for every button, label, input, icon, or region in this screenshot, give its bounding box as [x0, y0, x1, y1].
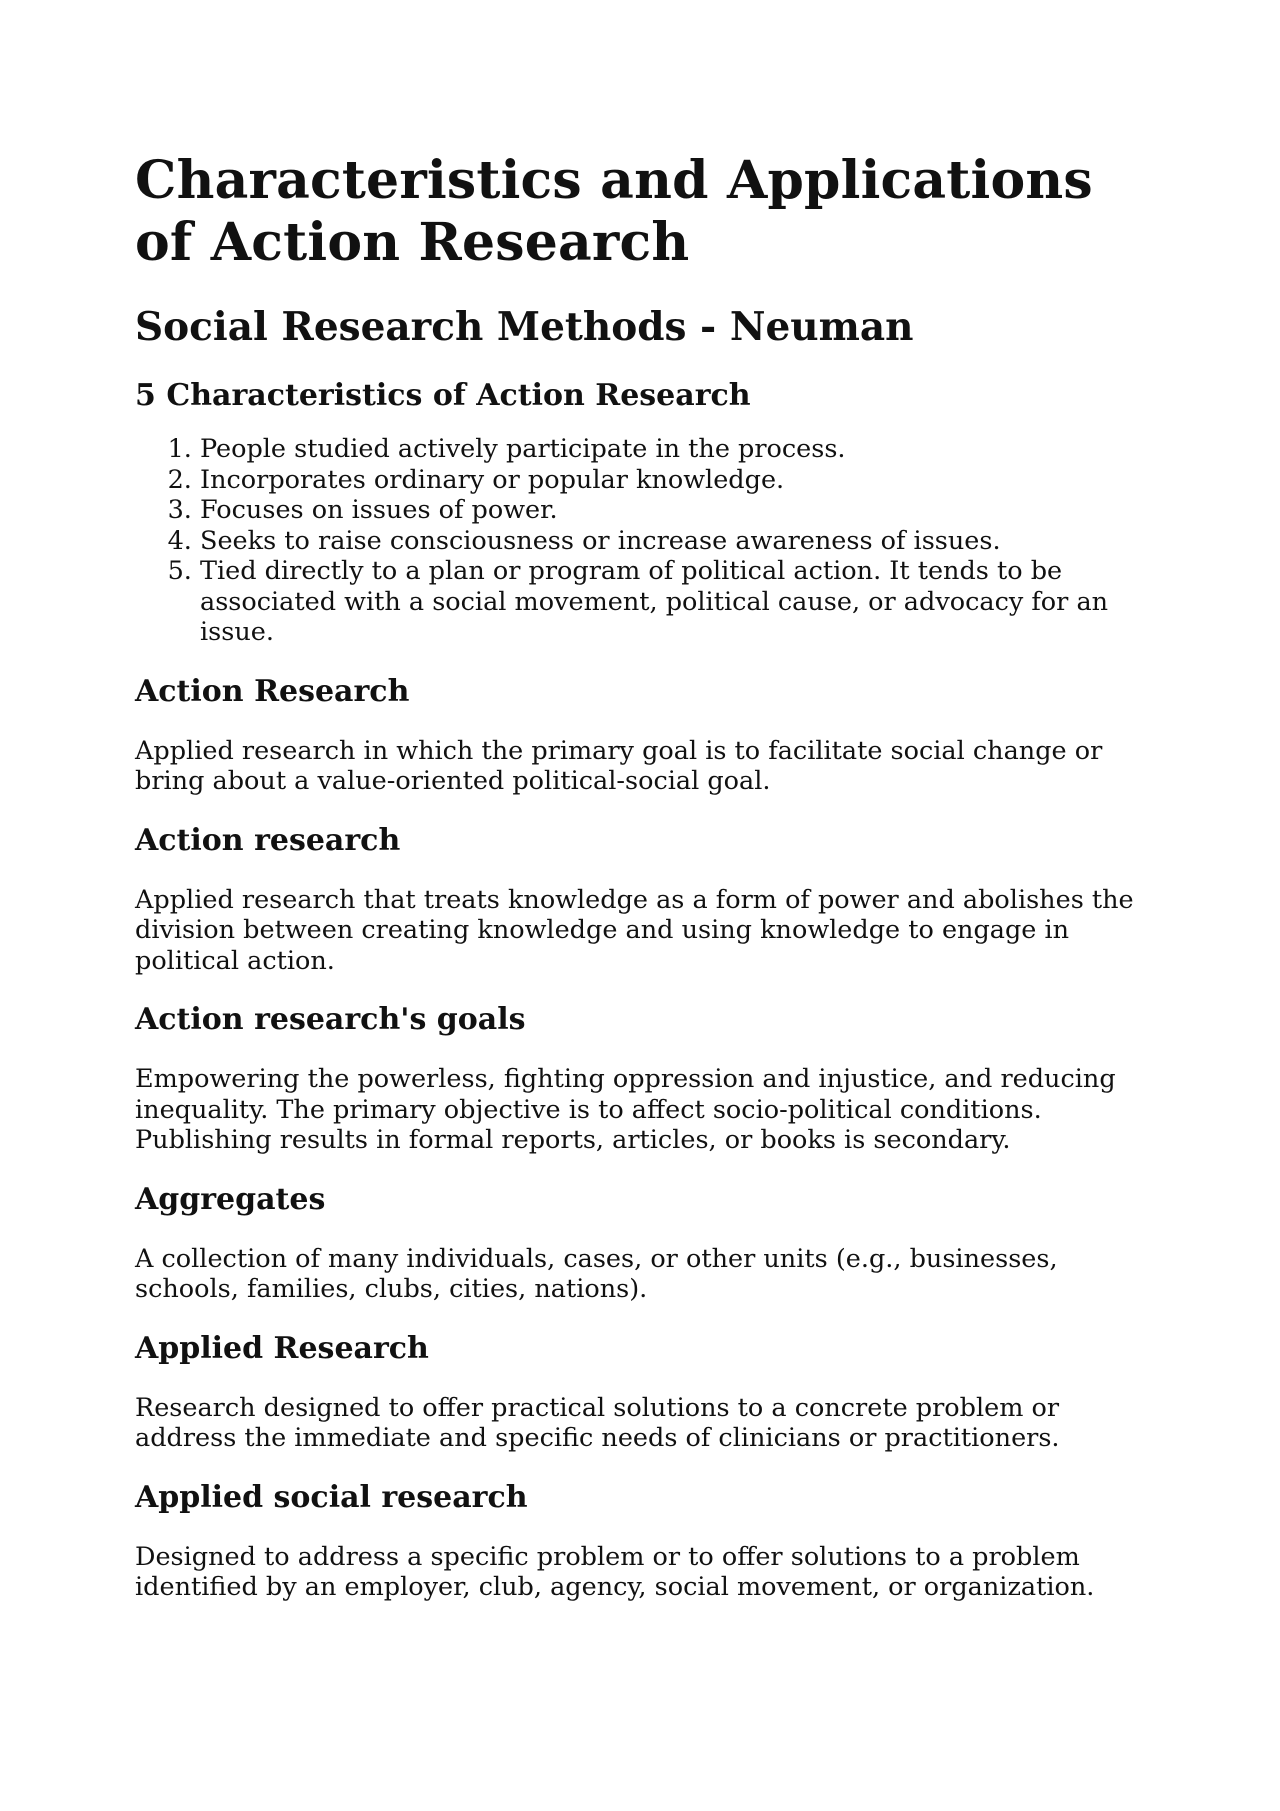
- term-section: [135, 823, 1155, 977]
- document-subtitle: Social Research Methods - Neuman: [135, 304, 914, 350]
- list-item: 5. Tied directly to a plan or program of political action. It tends to be associated with a social movement, political cause, or advocacy for an issue.: [200, 556, 1155, 648]
- term-heading: Applied Research: [135, 1330, 429, 1366]
- list-item: 3. Focuses on issues of power.: [200, 495, 1155, 526]
- term-section: [135, 1331, 1155, 1454]
- term-definition: Empowering the powerless, fighting oppression and injustice, and reducing inequality. The primary objective is to affect socio-political conditions. Publishing results in formal reports, articles, or books is secondary.: [135, 1064, 1116, 1155]
- term-definition: A collection of many individuals, cases, or other units (e.g., businesses, schools, families, clubs, cities, nations).: [135, 1243, 1058, 1304]
- characteristics-list: [135, 434, 1155, 648]
- term-definition: Applied research that treats knowledge as a form of power and abolishes the division between creating knowledge and using knowledge to engage in political action.: [135, 884, 1134, 976]
- term-section: [135, 1002, 1155, 1156]
- term-section: [135, 1182, 1155, 1305]
- term-section: [135, 1480, 1155, 1603]
- characteristics-section: [135, 378, 1155, 648]
- term-heading: Action research's goals: [135, 1002, 526, 1037]
- list-item: 2. Incorporates ordinary or popular knowledge.: [200, 465, 1155, 496]
- document-page: [135, 150, 1155, 1603]
- characteristics-heading: 5 Characteristics of Action Research: [135, 378, 751, 413]
- term-heading: Applied social research: [135, 1479, 528, 1515]
- list-item: 4. Seeks to raise consciousness or increase awareness of issues.: [200, 526, 1155, 557]
- term-definition: Designed to address a specific problem or to offer solutions to a problem identified by an employer, club, agency, social movement, or organization.: [135, 1541, 1095, 1602]
- document-title: Characteristics and Applications of Action Research: [135, 150, 1093, 273]
- term-section: [135, 674, 1155, 797]
- list-item: 1. People studied actively participate in the process.: [200, 434, 1155, 465]
- term-definition: Research designed to offer practical solutions to a concrete problem or address the immediate and specific needs of clinicians or practitioners.: [135, 1392, 1060, 1453]
- term-heading: Action Research: [135, 673, 410, 709]
- term-definition: Applied research in which the primary goal is to facilitate social change or bring about a value-oriented political-social goal.: [135, 735, 1103, 796]
- term-heading: Action research: [135, 822, 401, 858]
- term-heading: Aggregates: [135, 1181, 326, 1217]
